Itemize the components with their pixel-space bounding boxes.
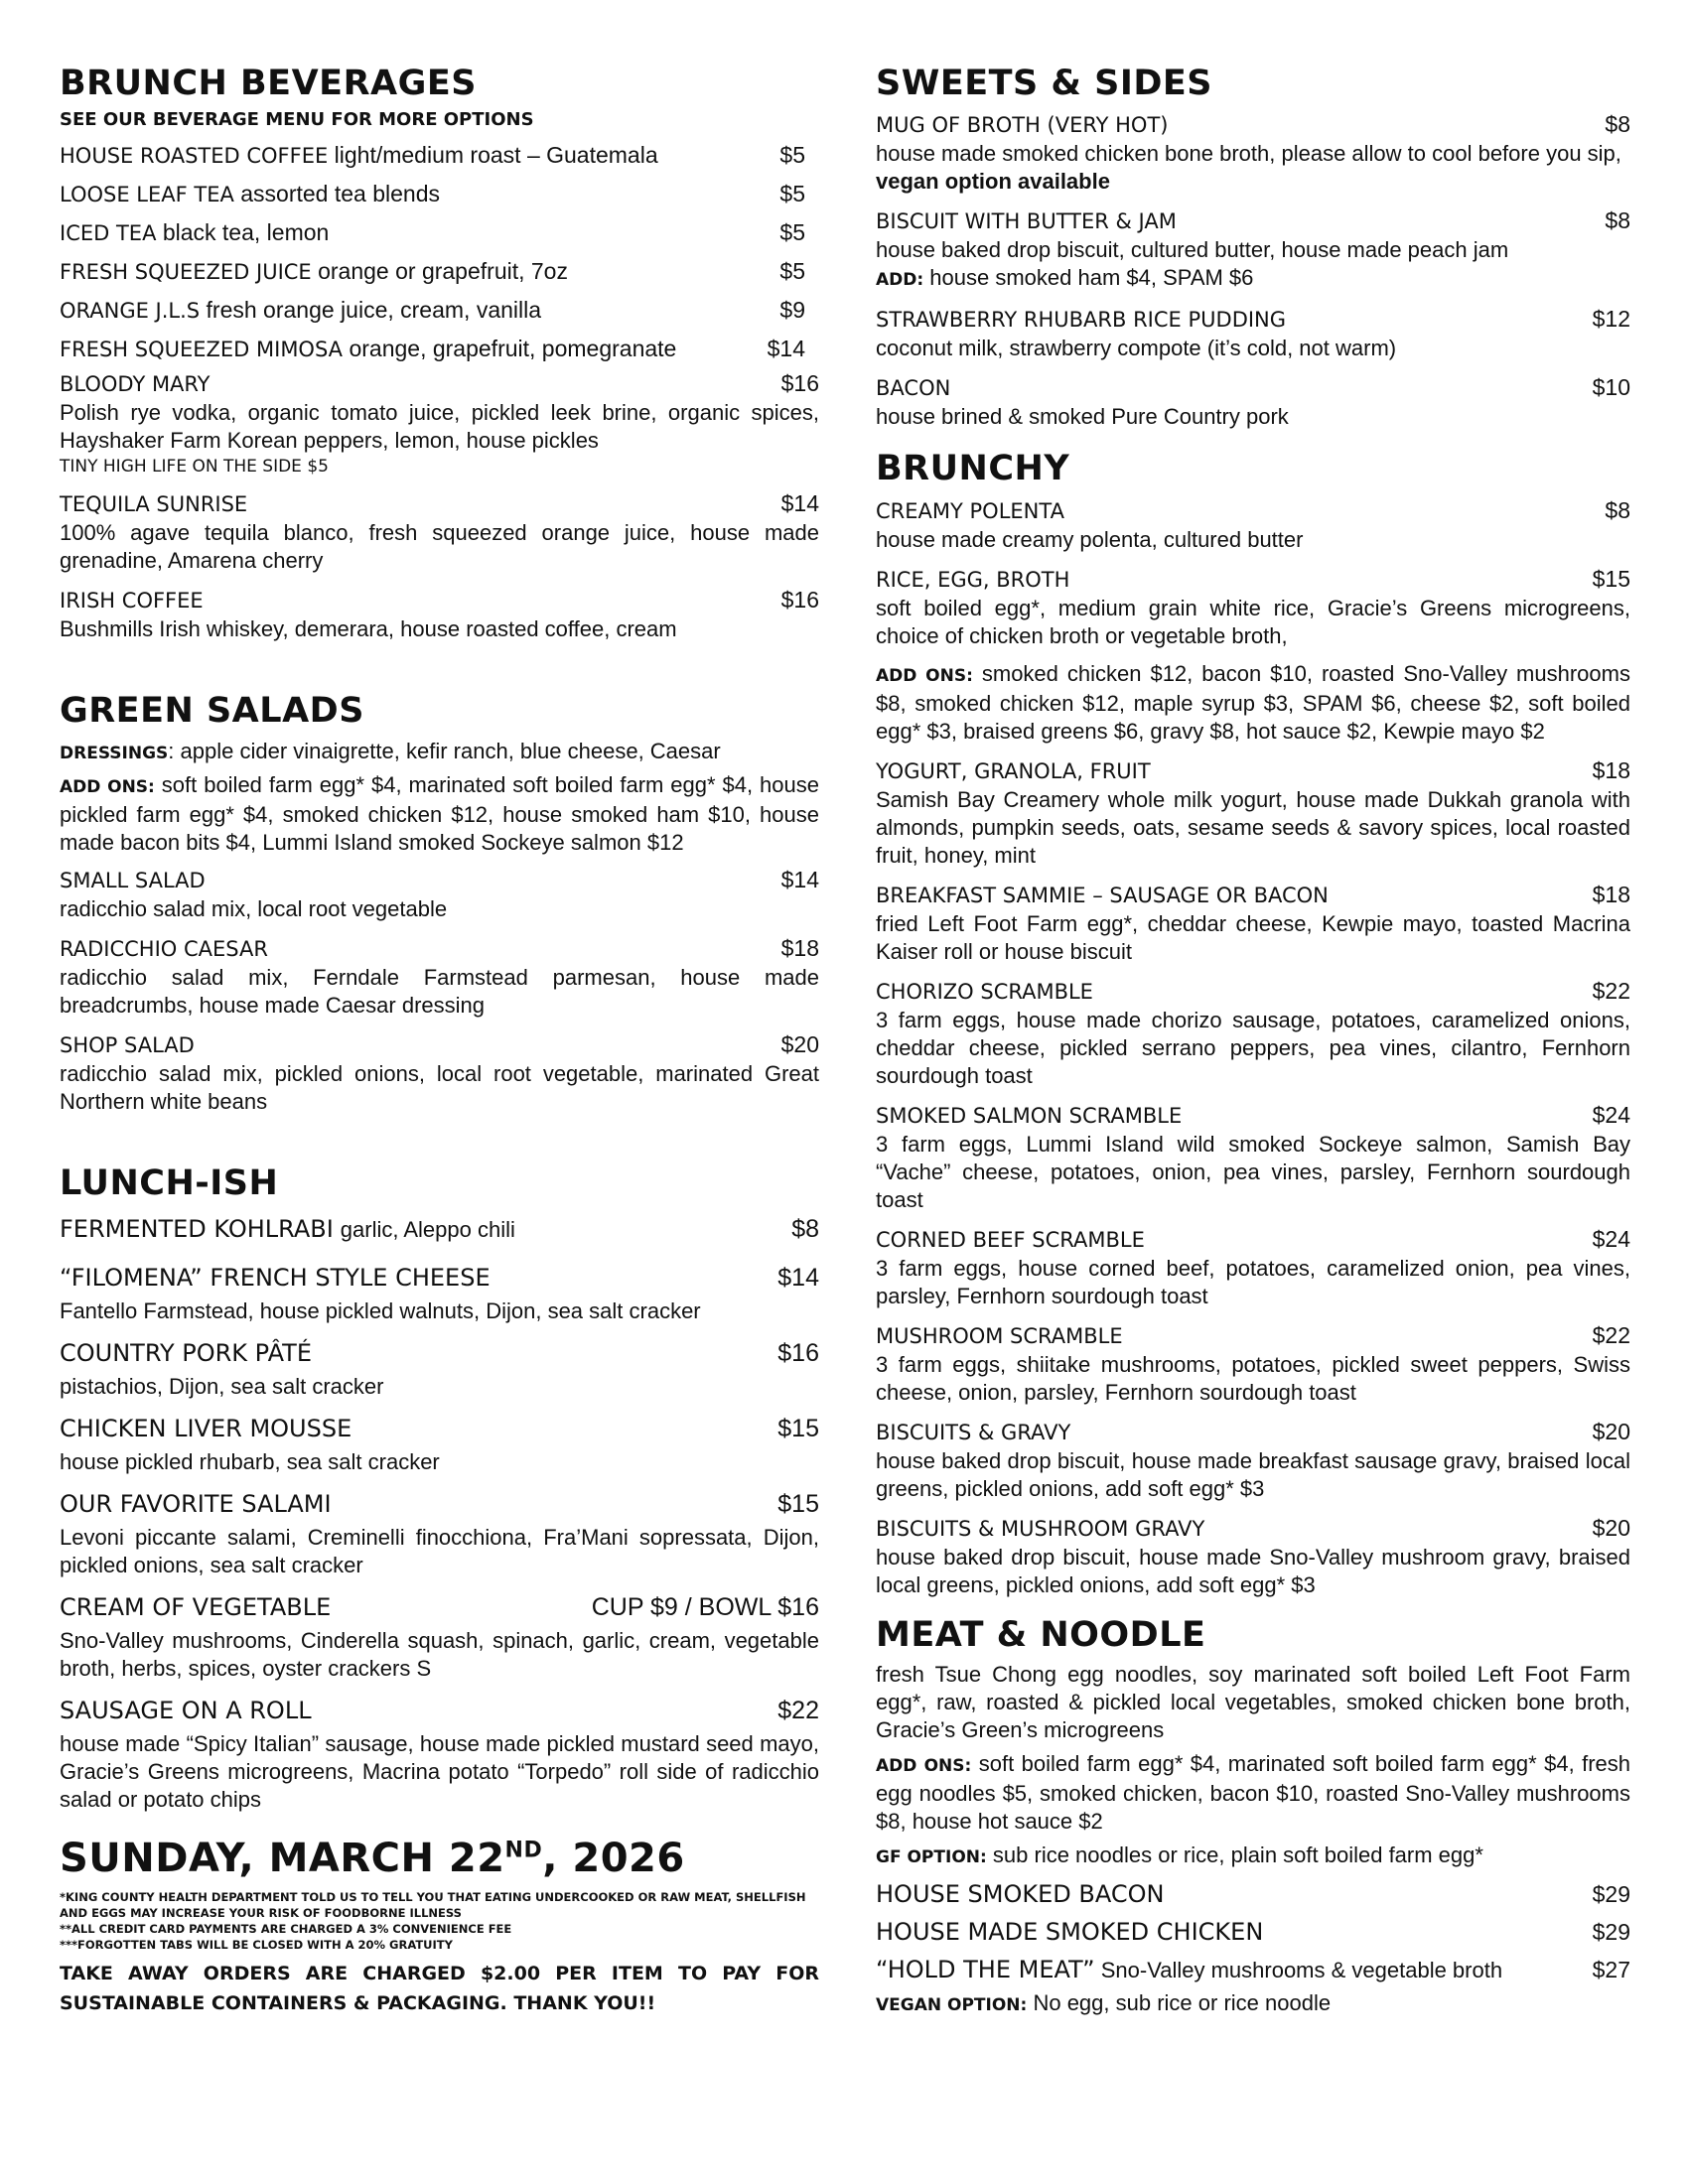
item-description: Polish rye vodka, organic tomato juice, pickled leek brine, organic spices, Hayshaker Farm Korean peppers, lemon, house pickles	[60, 400, 819, 454]
item-description: house made “Spicy Italian” sausage, house made pickled mustard seed mayo, Gracie’s Greens microgreens, Macrina potato “Torpedo” roll side of radicchio salad or potato chips	[60, 1730, 819, 1812]
add-label: ADD:	[876, 270, 924, 291]
item-description: 3 farm eggs, shiitake mushrooms, potatoes, pickled sweet peppers, Swiss cheese, onion, parsley, Fernhorn sourdough toast	[876, 1351, 1630, 1405]
section-title: BRUNCHY	[876, 449, 1070, 489]
item-price: $8	[1605, 207, 1630, 234]
item-price: $9	[779, 297, 805, 324]
vegan-label: VEGAN OPTION:	[876, 1994, 1028, 2015]
menu-item	[876, 880, 1630, 966]
item-price: $14	[780, 490, 819, 517]
item-name: LOOSE LEAF TEA	[60, 183, 234, 207]
item-detail: orange, grapefruit, pomegranate	[349, 336, 677, 362]
addons-text: soft boiled farm egg* $4, marinated soft boiled farm egg* $4, fresh egg noodles $5, smoked chicken, bacon $10, roasted Sno-Valley mushrooms $8, house hot sauce $2	[876, 1750, 1631, 1834]
item-detail: assorted tea blends	[240, 181, 440, 207]
gratuity-note: ***FORGOTTEN TABS WILL BE CLOSED WITH A 20% GRATUITY	[60, 1937, 453, 1952]
menu-item	[60, 1209, 819, 1250]
item-name: CREAM OF VEGETABLE	[60, 1592, 332, 1621]
menu-item	[876, 1100, 1630, 1214]
menu-item	[876, 564, 1630, 650]
date-main: SUNDAY, MARCH 22	[60, 1835, 505, 1881]
item-description: Bushmills Irish whiskey, demerara, house roasted coffee, cream	[60, 616, 677, 642]
item-name: “FILOMENA” FRENCH STYLE CHEESE	[60, 1263, 491, 1292]
item-price: $8	[791, 1214, 819, 1243]
item-name: IRISH COFFEE	[60, 589, 204, 614]
menu-item	[60, 213, 819, 252]
item-description: Sno-Valley mushrooms, Cinderella squash, spinach, garlic, cream, vegetable broth, herbs, spices, oyster crackers S	[60, 1627, 819, 1681]
broth-desc: house made smoked chicken bone broth, please allow to cool before you sip,	[876, 141, 1621, 167]
menu-item	[60, 1691, 819, 1814]
section-title: MEAT & NOODLE	[876, 1614, 1206, 1655]
item-price: $22	[777, 1696, 819, 1724]
dressings-label: DRESSINGS	[60, 743, 169, 763]
item-price: $24	[1592, 1101, 1630, 1128]
gf-option-line	[876, 1842, 1630, 1871]
item-price: $5	[779, 142, 805, 169]
section-title: LUNCH-ISH	[60, 1162, 279, 1203]
addons-label: ADD ONS:	[876, 665, 973, 686]
item-detail: garlic, Aleppo chili	[340, 1216, 515, 1242]
item-detail: orange or grapefruit, 7oz	[318, 258, 568, 285]
item-name: CHICKEN LIVER MOUSSE	[60, 1414, 352, 1442]
item-price: $29	[1592, 1880, 1630, 1907]
item-description: house baked drop biscuit, house made Sno-Valley mushroom gravy, braised local greens, pickled onions, add soft egg* $3	[876, 1544, 1630, 1597]
item-description: house made creamy polenta, cultured butter	[876, 526, 1304, 552]
item-price: $15	[777, 1414, 819, 1442]
gf-label: GF OPTION:	[876, 1846, 987, 1867]
item-description: house pickled rhubarb, sea salt cracker	[60, 1448, 440, 1474]
item-extra: TINY HIGH LIFE ON THE SIDE $5	[60, 457, 329, 478]
item-price: $8	[1605, 496, 1630, 523]
brunch-beverages-section	[60, 64, 819, 643]
item-price: $14	[780, 866, 819, 892]
dressings-line	[60, 738, 819, 767]
item-price: $18	[1592, 756, 1630, 783]
item-name: MUSHROOM SCRAMBLE	[876, 1323, 1123, 1348]
vegan-option-line	[876, 1989, 1630, 2019]
item-name: BREAKFAST SAMMIE – SAUSAGE OR BACON	[876, 883, 1329, 907]
item-description: 3 farm eggs, house made chorizo sausage, potatoes, caramelized onions, cheddar cheese, pickled serrano peppers, pea vines, cilantro, Fernhorn sourdough toast	[876, 1007, 1630, 1088]
sweets-sides-section	[876, 64, 1630, 431]
section-title: BRUNCH BEVERAGES	[60, 64, 477, 103]
addons-line	[876, 660, 1630, 746]
menu-item	[60, 1333, 819, 1401]
item-price: $22	[1592, 1321, 1630, 1348]
menu-item	[60, 330, 819, 368]
footer-section	[60, 1836, 819, 2018]
menu-item	[876, 1320, 1630, 1407]
item-name: ICED TEA	[60, 221, 157, 246]
item-name: RADICCHIO CAESAR	[60, 936, 268, 961]
item-name: BISCUITS & MUSHROOM GRAVY	[876, 1516, 1205, 1541]
green-salads-section	[60, 691, 819, 1115]
item-detail: black tea, lemon	[162, 219, 330, 246]
item-price: $15	[777, 1489, 819, 1518]
date-year: , 2026	[542, 1835, 685, 1881]
menu-item	[876, 109, 1630, 196]
menu-item	[876, 1951, 1630, 1989]
item-detail: fresh orange juice, cream, vanilla	[206, 297, 542, 324]
lunchish-section	[60, 1163, 819, 1814]
takeaway-note: TAKE AWAY ORDERS ARE CHARGED $2.00 PER ITEM TO PAY FOR SUSTAINABLE CONTAINERS & PACKAGING. THANK YOU!!	[60, 1962, 819, 2014]
item-price: $14	[767, 336, 805, 362]
item-price: $18	[780, 934, 819, 961]
item-name: TEQUILA SUNRISE	[60, 492, 248, 517]
beverage-note: SEE OUR BEVERAGE MENU FOR MORE OPTIONS	[60, 109, 534, 131]
menu-item	[60, 933, 819, 1020]
addons-label: ADD ONS:	[876, 1755, 972, 1776]
menu-item	[876, 1913, 1630, 1951]
menu-item	[60, 1484, 819, 1579]
item-name: HOUSE SMOKED BACON	[876, 1879, 1165, 1908]
item-name: RICE, EGG, BROTH	[876, 567, 1070, 592]
section-title: GREEN SALADS	[60, 691, 364, 732]
item-description: radicchio salad mix, local root vegetable	[60, 895, 448, 921]
item-price: $20	[1592, 1514, 1630, 1541]
item-name: BACON	[876, 376, 951, 401]
menu-item	[876, 1224, 1630, 1310]
item-name: MUG OF BROTH (VERY HOT)	[876, 113, 1169, 138]
gf-text: sub rice noodles or rice, plain soft boiled farm egg*	[986, 1842, 1483, 1867]
item-name: HOUSE ROASTED COFFEE	[60, 144, 329, 169]
item-description: fried Left Foot Farm egg*, cheddar cheese, Kewpie mayo, toasted Macrina Kaiser roll or house biscuit	[876, 910, 1630, 964]
addons-line	[876, 1750, 1630, 1836]
addons-text: soft boiled farm egg* $4, marinated soft boiled farm egg* $4, house pickled farm egg* $4, smoked chicken $12, house smoked ham $10, house made bacon bits $4, Lummi Island smoked Sockeye salmon $12	[60, 771, 819, 855]
item-detail: Sno-Valley mushrooms & vegetable broth	[1094, 1957, 1503, 1982]
credit-card-note: **ALL CREDIT CARD PAYMENTS ARE CHARGED A 3% CONVENIENCE FEE	[60, 1921, 512, 1936]
vegan-text: No egg, sub rice or rice noodle	[1027, 1989, 1332, 2015]
add-text: house smoked ham $4, SPAM $6	[923, 265, 1254, 291]
menu-item	[876, 1875, 1630, 1913]
menu-item	[60, 1029, 819, 1116]
section-description: fresh Tsue Chong egg noodles, soy marinated soft boiled Left Foot Farm egg*, raw, roasted & pickled local vegetables, smoked chicken bone broth, Gracie’s Green’s microgreens	[876, 1661, 1630, 1742]
item-name: STRAWBERRY RHUBARB RICE PUDDING	[876, 308, 1287, 333]
item-name: FERMENTED KOHLRABI	[60, 1214, 334, 1243]
item-name: OUR FAVORITE SALAMI	[60, 1489, 332, 1518]
item-price: $22	[1592, 977, 1630, 1004]
addons-label: ADD ONS:	[60, 776, 155, 797]
item-description	[876, 140, 1630, 196]
menu-item	[876, 205, 1630, 294]
menu-item	[60, 368, 819, 478]
item-description: house baked drop biscuit, cultured butter, house made peach jam	[876, 237, 1509, 263]
item-description: radicchio salad mix, pickled onions, local root vegetable, marinated Great Northern white beans	[60, 1060, 819, 1114]
menu-item	[60, 1587, 819, 1683]
item-price: $14	[777, 1263, 819, 1292]
menu-item	[60, 1409, 819, 1476]
item-name: CREAMY POLENTA	[876, 498, 1064, 523]
menu-item	[60, 865, 819, 923]
item-description: soft boiled egg*, medium grain white rice, Gracie’s Greens microgreens, choice of chicken broth or vegetable broth,	[876, 595, 1630, 648]
item-description: house baked drop biscuit, house made breakfast sausage gravy, braised local greens, pickled onions, add soft egg* $3	[876, 1447, 1630, 1501]
item-price: $20	[780, 1030, 819, 1057]
item-name: YOGURT, GRANOLA, FRUIT	[876, 758, 1151, 783]
addons-text: smoked chicken $12, bacon $10, roasted Sno-Valley mushrooms $8, smoked chicken $12, maple syrup $3, SPAM $6, cheese $2, soft boiled egg* $3, braised greens $6, gravy $8, hot sauce $2, Kewpie mayo $2	[876, 660, 1630, 744]
item-name: COUNTRY PORK PÂTÉ	[60, 1338, 312, 1367]
item-description: Levoni piccante salami, Creminelli finocchiona, Fra’Mani sopressata, Dijon, pickled onions, sea salt cracker	[60, 1524, 819, 1577]
item-price: $27	[1592, 1956, 1630, 1982]
item-description: coconut milk, strawberry compote (it’s cold, not warm)	[876, 336, 1397, 361]
menu-item	[876, 755, 1630, 870]
item-price: $20	[1592, 1418, 1630, 1444]
item-price: $16	[777, 1338, 819, 1367]
item-name: SMALL SALAD	[60, 868, 206, 892]
date-suffix: ND	[504, 1838, 543, 1863]
item-price: $24	[1592, 1225, 1630, 1252]
item-name: BISCUITS & GRAVY	[876, 1420, 1071, 1444]
menu-item	[876, 1513, 1630, 1599]
brunchy-section	[876, 449, 1630, 1598]
item-description: 3 farm eggs, house corned beef, potatoes, caramelized onion, pea vines, parsley, Fernhorn sourdough toast	[876, 1255, 1630, 1308]
left-column	[60, 64, 819, 2018]
item-name: CORNED BEEF SCRAMBLE	[876, 1227, 1145, 1252]
menu-item	[60, 1258, 819, 1325]
item-price: $5	[779, 219, 805, 246]
item-name: SMOKED SALMON SCRAMBLE	[876, 1103, 1183, 1128]
item-name: SHOP SALAD	[60, 1032, 195, 1057]
vegan-option: vegan option available	[876, 169, 1110, 195]
spacer	[60, 1126, 819, 1163]
dressings-text: : apple cider vinaigrette, kefir ranch, blue cheese, Caesar	[168, 738, 721, 763]
item-price: $16	[780, 370, 819, 397]
menu-item	[60, 175, 819, 213]
item-price: CUP $9 / BOWL $16	[591, 1592, 819, 1621]
item-name: BISCUIT WITH BUTTER & JAM	[876, 209, 1177, 234]
item-name: FRESH SQUEEZED MIMOSA	[60, 338, 344, 362]
item-description: 3 farm eggs, Lummi Island wild smoked Sockeye salmon, Samish Bay “Vache” cheese, potatoes, onion, pea vines, parsley, Fernhorn sourdough toast	[876, 1131, 1630, 1212]
item-name: CHORIZO SCRAMBLE	[876, 979, 1093, 1004]
menu-item	[876, 1417, 1630, 1503]
item-price: $5	[779, 181, 805, 207]
item-name: ORANGE J.L.S	[60, 299, 201, 324]
item-description: Samish Bay Creamery whole milk yogurt, house made Dukkah granola with almonds, pumpkin seeds, oats, sesame seeds & savory spices, local roasted fruit, honey, mint	[876, 786, 1630, 868]
menu-item	[876, 372, 1630, 431]
item-description: radicchio salad mix, Ferndale Farmstead parmesan, house made breadcrumbs, house made Caesar dressing	[60, 964, 819, 1018]
health-disclaimer: *KING COUNTY HEALTH DEPARTMENT TOLD US TO TELL YOU THAT EATING UNDERCOOKED OR RAW MEAT, SHELLFISH AND EGGS MAY INCREASE YOUR RISK OF FOODBORNE ILLNESS	[60, 1889, 806, 1920]
item-description: 100% agave tequila blanco, fresh squeezed orange juice, house made grenadine, Amarena cherry	[60, 520, 819, 574]
menu-item	[60, 585, 819, 643]
item-price: $8	[1605, 111, 1630, 138]
item-price: $29	[1592, 1918, 1630, 1945]
item-name: SAUSAGE ON A ROLL	[60, 1696, 312, 1724]
menu-item	[876, 495, 1630, 554]
item-description: pistachios, Dijon, sea salt cracker	[60, 1373, 384, 1399]
item-price: $16	[780, 587, 819, 614]
menu-item	[876, 976, 1630, 1090]
menu-item	[60, 488, 819, 575]
section-title: SWEETS & SIDES	[876, 64, 1213, 103]
right-column	[876, 64, 1630, 2019]
spacer	[60, 653, 819, 691]
meat-noodle-section	[876, 1615, 1630, 2019]
menu-item	[60, 136, 819, 175]
item-addon	[876, 264, 1630, 294]
menu-item	[876, 304, 1630, 362]
item-price: $18	[1592, 881, 1630, 907]
item-description: Fantello Farmstead, house pickled walnuts, Dijon, sea salt cracker	[60, 1297, 701, 1323]
menu-date	[60, 1836, 819, 1881]
item-name: HOUSE MADE SMOKED CHICKEN	[876, 1917, 1264, 1946]
addons-line	[60, 771, 819, 857]
item-description: house brined & smoked Pure Country pork	[876, 404, 1289, 430]
item-price: $12	[1592, 306, 1630, 333]
item-price: $15	[1592, 565, 1630, 592]
item-name: FRESH SQUEEZED JUICE	[60, 260, 312, 285]
menu-item	[60, 291, 819, 330]
menu-item	[60, 252, 819, 291]
item-name: “HOLD THE MEAT”	[876, 1955, 1095, 1983]
item-price: $5	[779, 258, 805, 285]
item-name: BLOODY MARY	[60, 372, 211, 397]
item-price: $10	[1592, 374, 1630, 401]
item-detail: light/medium roast – Guatemala	[334, 142, 658, 169]
